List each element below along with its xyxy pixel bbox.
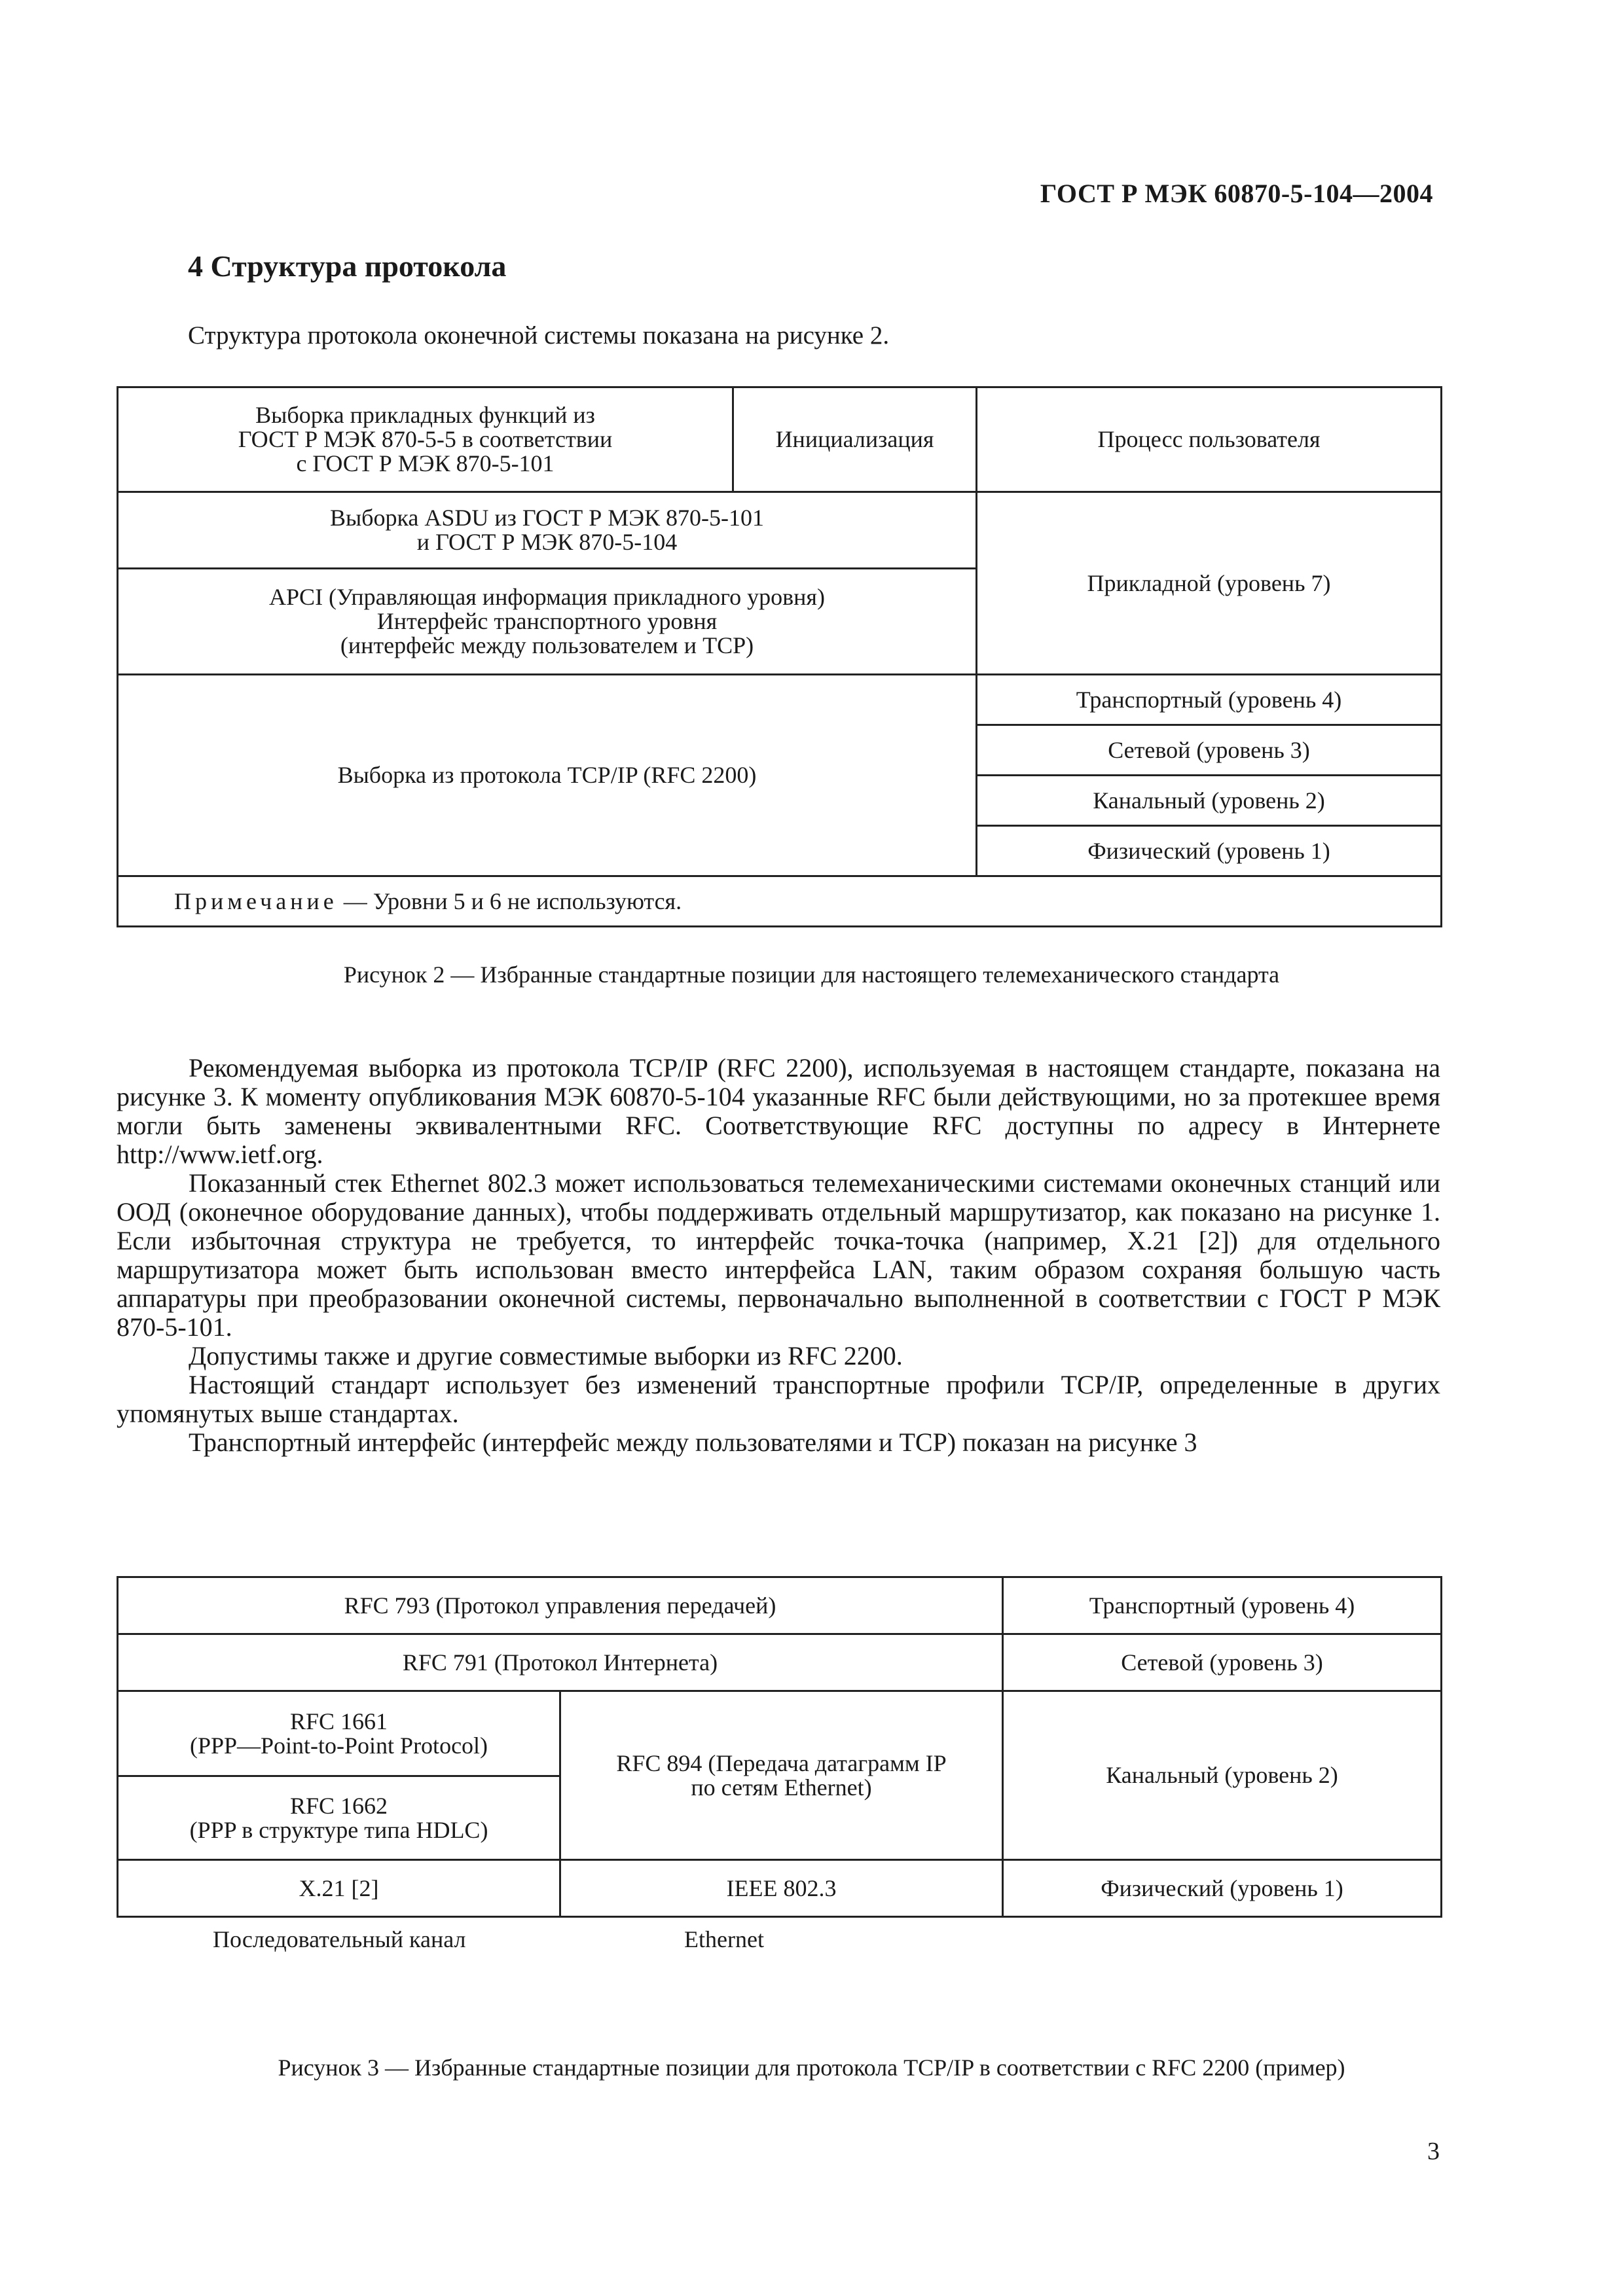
ieee-cell: IEEE 802.3: [560, 1860, 1003, 1917]
section-title: 4 Структура протокола: [188, 249, 507, 283]
apci-line-3: (интерфейс между пользователем и TCP): [340, 632, 754, 658]
ethernet-label: Ethernet: [684, 1926, 764, 1952]
rfc1662-line-2: (PPP в структуре типа HDLC): [189, 1816, 488, 1843]
rfc1661-cell: [118, 1691, 560, 1776]
note-text: — Уровни 5 и 6 не используются.: [337, 888, 682, 914]
transport-layer-cell: Транспортный (уровень 4): [977, 675, 1442, 725]
app-functions-line-1: Выборка прикладных функций из: [255, 402, 595, 429]
tcpip-selection-cell: Выборка из протокола TCP/IP (RFC 2200): [118, 675, 977, 876]
rfc894-cell: [560, 1691, 1003, 1860]
paragraph-4: Настоящий стандарт использует без изменений транспортные профили TCP/IP, определенные в других упомянутых выше стандартах.: [117, 1370, 1440, 1428]
paragraph-1: Рекомендуемая выборка из протокола TCP/IP (RFC 2200), используемая в настоящем стандарте, показана на рисунке 3. К моменту опубликования МЭК 60870-5-104 указанные RFC были действующими, но за протекшее время могли быть заменены эквивалентными RFC. Соответствующие RFC доступны по адресу в Интернете http://www.ietf.org.: [117, 1053, 1440, 1169]
figure-3-caption: Рисунок 3 — Избранные стандартные позиции для протокола TCP/IP в соответствии с RFC 2200 (пример): [278, 2054, 1345, 2081]
rfc1661-line-2: (PPP—Point-to-Point Protocol): [189, 1732, 488, 1759]
figure-3-table: [117, 1576, 1442, 1918]
network-layer-cell: Сетевой (уровень 3): [1003, 1634, 1442, 1691]
rfc1661-line-1: RFC 1661: [289, 1708, 388, 1734]
rfc791-cell: RFC 791 (Протокол Интернета): [118, 1634, 1003, 1691]
body-text: [117, 1054, 1440, 1457]
paragraph-2: Показанный стек Ethernet 802.3 может использоваться телемеханическими системами оконечных станций или ООД (оконечное оборудование данных), чтобы поддерживать отдельный маршрутизатор, как показано на рисунке 1. Если избыточная структура не требуется, то интерфейс точка-точка (например, X.21 [2]) для отдельного маршрутизатора может быть использован вместо интерфейса LAN, таким образом сохраняя большую часть аппаратуры при преобразовании оконечной системы, первоначально выполненной в соответствии с ГОСТ Р МЭК 870-5-101.: [117, 1168, 1440, 1342]
asdu-cell: [118, 492, 977, 569]
asdu-line-2: и ГОСТ Р МЭК 870-5-104: [416, 529, 678, 555]
paragraph-5: Транспортный интерфейс (интерфейс между пользователями и TCP) показан на рисунке 3: [189, 1427, 1197, 1457]
network-layer-cell: Сетевой (уровень 3): [977, 725, 1442, 776]
apci-line-2: Интерфейс транспортного уровня: [376, 608, 718, 635]
user-process-cell: Процесс пользователя: [977, 387, 1442, 492]
x21-cell: X.21 [2]: [118, 1860, 560, 1917]
asdu-line-1: Выборка ASDU из ГОСТ Р МЭК 870-5-101: [329, 505, 765, 531]
rfc894-line-2: по сетям Ethernet): [691, 1774, 872, 1801]
physical-layer-cell: Физический (уровень 1): [977, 826, 1442, 876]
apci-cell: [118, 569, 977, 675]
page-number: 3: [1427, 2138, 1440, 2165]
app-functions-cell: [118, 387, 733, 492]
rfc793-cell: RFC 793 (Протокол управления передачей): [118, 1577, 1003, 1634]
note-label: Примечание: [174, 888, 338, 914]
link-layer-cell: Канальный (уровень 2): [1003, 1691, 1442, 1860]
rfc894-line-1: RFC 894 (Передача датаграмм IP: [616, 1749, 947, 1776]
link-layer-cell: Канальный (уровень 2): [977, 776, 1442, 826]
note-cell: [118, 876, 1442, 927]
application-layer-cell: Прикладной (уровень 7): [977, 492, 1442, 675]
figure-2-caption: Рисунок 2 — Избранные стандартные позиции для настоящего телемеханического стандарта: [343, 961, 1280, 988]
intro-text: Структура протокола оконечной системы показана на рисунке 2.: [188, 321, 890, 350]
app-functions-line-3: с ГОСТ Р МЭК 870-5-101: [296, 450, 555, 476]
rfc1662-line-1: RFC 1662: [289, 1792, 388, 1819]
document-header: ГОСТ Р МЭК 60870-5-104—2004: [1040, 179, 1433, 208]
figure-2-table: [117, 386, 1442, 927]
initialization-cell: Инициализация: [733, 387, 977, 492]
transport-layer-cell: Транспортный (уровень 4): [1003, 1577, 1442, 1634]
serial-channel-label: Последовательный канал: [213, 1926, 466, 1952]
paragraph-3: Допустимы также и другие совместимые выборки из RFC 2200.: [189, 1341, 903, 1371]
physical-layer-cell: Физический (уровень 1): [1003, 1860, 1442, 1917]
app-functions-line-2: ГОСТ Р МЭК 870-5-5 в соответствии: [238, 426, 613, 453]
apci-line-1: APCI (Управляющая информация прикладного уровня): [269, 584, 825, 611]
rfc1662-cell: [118, 1776, 560, 1860]
